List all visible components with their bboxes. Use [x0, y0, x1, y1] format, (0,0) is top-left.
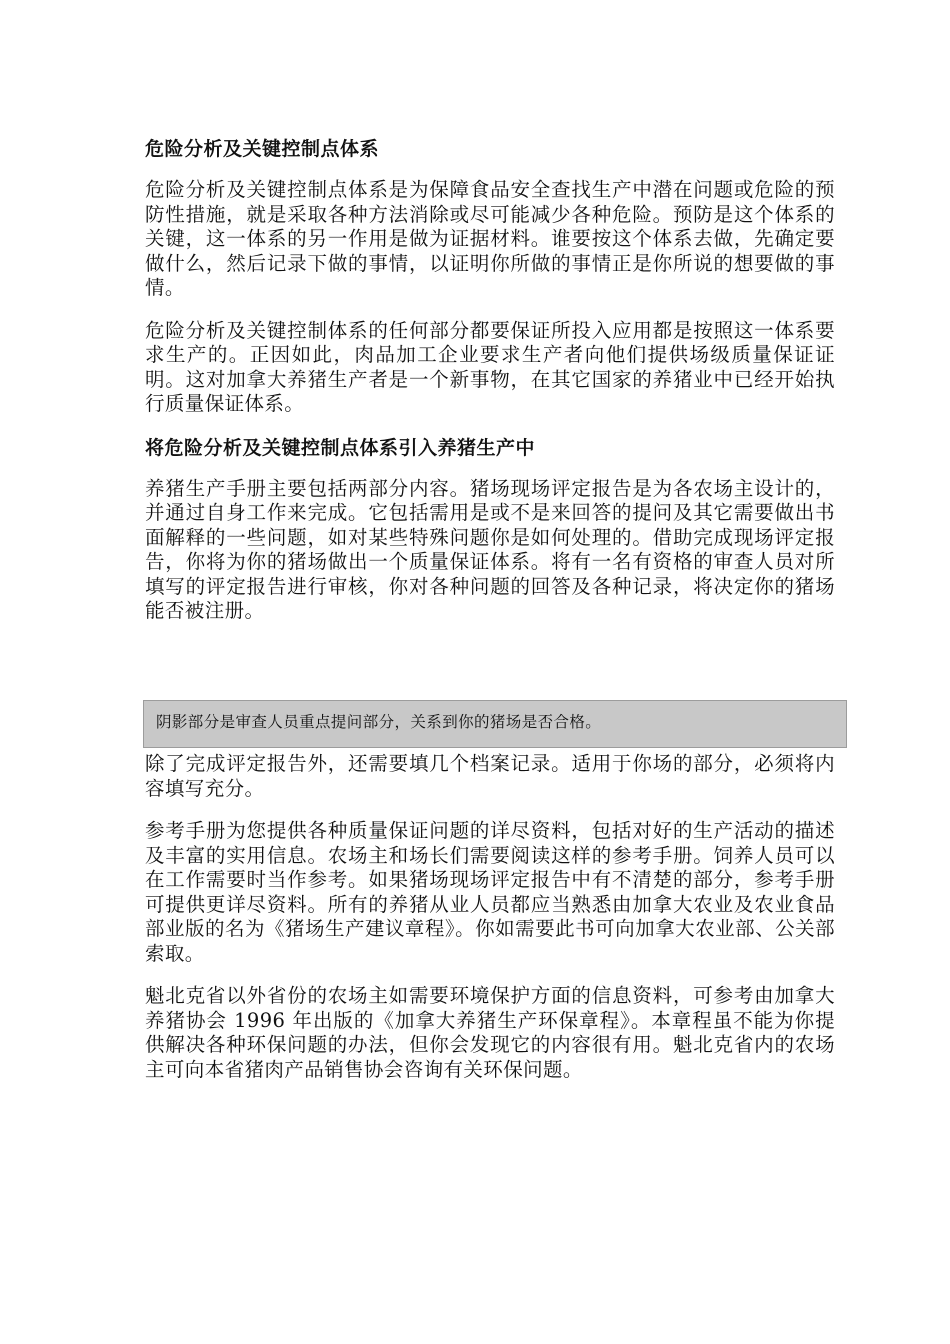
paragraph-production-manual: 养猪生产手册主要包括两部分内容。猪场现场评定报告是为各农场主设计的，并通过自身工作来完成。它包括需用是或不是来回答的提问及其它需要做出书面解释的一些问题，如对某些特殊问题你是如何处理的。借助完成现场评定报告，你将为你的猪场做出一个质量保证体系。将有一名有资格的审查人员对所填写的评定报告进行审核，你对各种问题的回答及各种记录，将决定你的猪场能否被注册。 [145, 476, 835, 622]
paragraph-haccp-application: 危险分析及关键控制体系的任何部分都要保证所投入应用都是按照这一体系要求生产的。正因如此，肉品加工企业要求生产者向他们提供场级质量保证证明。这对加拿大养猪生产者是一个新事物，在其它国家的养猪业中已经开始执行质量保证体系。 [145, 318, 835, 415]
shaded-note-box: 阴影部分是审查人员重点提问部分，关系到你的猪场是否合格。 [143, 700, 847, 748]
paragraph-haccp-intro: 危险分析及关键控制点体系是为保障食品安全查找生产中潜在问题或危险的预防性措施，就是采取各种方法消除或尽可能减少各种危险。预防是这个体系的关键，这一体系的另一作用是做为证据材料。谁要按这个体系去做，先确定要做什么，然后记录下做的事情，以证明你所做的事情正是你所说的想要做的事情。 [145, 178, 835, 299]
paragraph-reference-manual: 参考手册为您提供各种质量保证问题的详尽资料，包括对好的生产活动的描述及丰富的实用信息。农场主和场长们需要阅读这样的参考手册。饲养人员可以在工作需要时当作参考。如果猪场现场评定报告中有不清楚的部分，参考手册可提供更详尽资料。所有的养猪从业人员都应当熟悉由加拿大农业及农业食品部业版的名为《猪场生产建议章程》。你如需要此书可向加拿大农业部、公关部索取。 [145, 819, 835, 965]
paragraph-environment: 魁北克省以外省份的农场主如需要环境保护方面的信息资料，可参考由加拿大养猪协会 1996 年出版的《加拿大养猪生产环保章程》。本章程虽不能为你提供解决各种环保问题的办法，但你会发现它的内容很有用。魁北克省内的农场主可向本省猪肉产品销售协会咨询有关环保问题。 [145, 984, 835, 1081]
document-lower [145, 752, 835, 1100]
document-upper [145, 136, 835, 642]
section-heading-haccp-pig-production: 将危险分析及关键控制点体系引入养猪生产中 [145, 436, 536, 459]
section-heading-haccp: 危险分析及关键控制点体系 [145, 138, 380, 160]
paragraph-records: 除了完成评定报告外，还需要填几个档案记录。适用于你场的部分，必须将内容填写充分。 [145, 752, 835, 800]
